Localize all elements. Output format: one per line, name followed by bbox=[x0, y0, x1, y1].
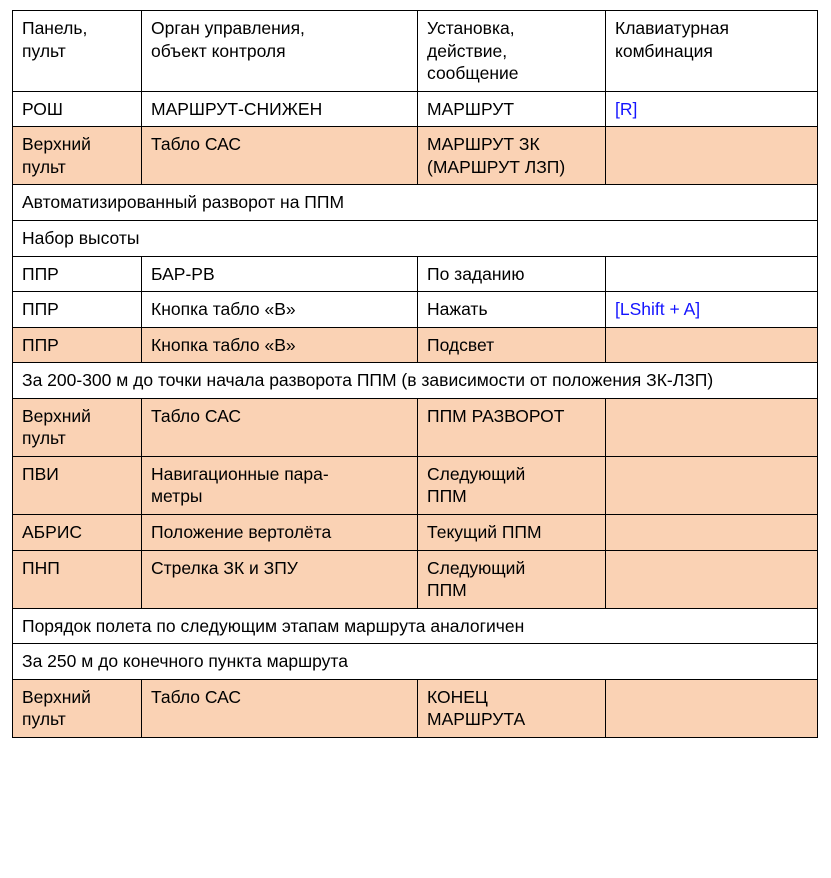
cell-keyboard bbox=[606, 398, 818, 456]
cell-action-line-2: (МАРШРУТ ЛЗП) bbox=[427, 156, 566, 177]
cell-panel: РОШ bbox=[13, 91, 142, 127]
cell-panel: АБРИС bbox=[13, 515, 142, 551]
cell-panel: ППР bbox=[13, 256, 142, 292]
cell-panel: ППР bbox=[13, 327, 142, 363]
cell-keyboard bbox=[606, 292, 818, 328]
table-row bbox=[13, 127, 818, 185]
cell-action-line-1: Нажать bbox=[427, 299, 488, 320]
section-note: Автоматизированный разворот на ППМ bbox=[13, 185, 818, 221]
cell-action-line-1: По заданию bbox=[427, 263, 525, 284]
table-section-row bbox=[13, 363, 818, 399]
table-row bbox=[13, 327, 818, 363]
procedure-table bbox=[12, 10, 818, 738]
cell-keyboard bbox=[606, 327, 818, 363]
cell-action-line-2: ППМ bbox=[427, 580, 467, 601]
cell-action-line-1: Следующий bbox=[427, 557, 526, 578]
cell-action bbox=[418, 550, 606, 608]
table-section-row bbox=[13, 220, 818, 256]
cell-control: МАРШРУТ-СНИЖЕН bbox=[142, 91, 418, 127]
cell-keyboard bbox=[606, 91, 818, 127]
cell-control: Стрелка ЗК и ЗПУ bbox=[142, 550, 418, 608]
cell-control: Положение вертолёта bbox=[142, 515, 418, 551]
cell-action-line-1: ППМ РАЗВОРОТ bbox=[427, 405, 565, 426]
table-section-row bbox=[13, 608, 818, 644]
cell-control: Кнопка табло «В» bbox=[142, 292, 418, 328]
column-header-control-line-1: Орган управления, bbox=[151, 18, 305, 38]
table-section-row bbox=[13, 644, 818, 680]
table-body bbox=[13, 91, 818, 737]
keybinding-label: [LShift + A] bbox=[615, 299, 701, 320]
column-header-control bbox=[142, 11, 418, 92]
column-header-panel bbox=[13, 11, 142, 92]
column-header-keyboard-line-2: комбинация bbox=[615, 40, 713, 61]
table-row bbox=[13, 91, 818, 127]
cell-action-line-1: МАРШРУТ ЗК bbox=[427, 134, 540, 155]
table-row bbox=[13, 456, 818, 514]
cell-control: БАР-РВ bbox=[142, 256, 418, 292]
cell-panel bbox=[13, 679, 142, 737]
column-header-action-line-3: сообщение bbox=[427, 63, 519, 84]
cell-panel: ПВИ bbox=[13, 456, 142, 514]
cell-panel-line-2: пульт bbox=[22, 428, 66, 449]
cell-control: Табло САС bbox=[142, 679, 418, 737]
cell-control-line-2: метры bbox=[151, 486, 203, 507]
cell-action bbox=[418, 679, 606, 737]
cell-panel-line-1: Верхний bbox=[22, 405, 91, 426]
table-row bbox=[13, 550, 818, 608]
cell-action bbox=[418, 515, 606, 551]
section-note: За 200-300 м до точки начала разворота ППМ (в зависимости от положения ЗК-ЛЗП) bbox=[13, 363, 818, 399]
cell-action bbox=[418, 292, 606, 328]
header-row bbox=[13, 11, 818, 92]
cell-panel-line-2: пульт bbox=[22, 156, 66, 177]
section-note: Порядок полета по следующим этапам маршрута аналогичен bbox=[13, 608, 818, 644]
cell-keyboard bbox=[606, 456, 818, 514]
cell-action-line-1: КОНЕЦ bbox=[427, 686, 488, 707]
cell-panel: ППР bbox=[13, 292, 142, 328]
table-section-row bbox=[13, 185, 818, 221]
cell-panel bbox=[13, 127, 142, 185]
cell-action bbox=[418, 91, 606, 127]
cell-action-line-1: Подсвет bbox=[427, 334, 495, 355]
cell-action-line-1: МАРШРУТ bbox=[427, 98, 515, 119]
table-row bbox=[13, 292, 818, 328]
column-header-action bbox=[418, 11, 606, 92]
cell-panel-line-1: Верхний bbox=[22, 134, 91, 155]
cell-keyboard bbox=[606, 550, 818, 608]
section-note: Набор высоты bbox=[13, 220, 818, 256]
cell-action-line-2: МАРШРУТА bbox=[427, 709, 526, 730]
column-header-action-line-2: действие, bbox=[427, 40, 508, 61]
table-row bbox=[13, 679, 818, 737]
cell-keyboard bbox=[606, 127, 818, 185]
cell-action bbox=[418, 127, 606, 185]
cell-action-line-2: ППМ bbox=[427, 486, 467, 507]
cell-keyboard bbox=[606, 515, 818, 551]
cell-panel-line-2: пульт bbox=[22, 709, 66, 730]
cell-action-line-1: Следующий bbox=[427, 463, 526, 484]
cell-panel-line-1: Верхний bbox=[22, 686, 91, 707]
column-header-panel-line-2: пульт bbox=[22, 40, 66, 61]
cell-action-line-1: Текущий ППМ bbox=[427, 522, 542, 542]
cell-control: Табло САС bbox=[142, 398, 418, 456]
cell-control-line-1: Навигационные пара- bbox=[151, 463, 329, 484]
cell-keyboard bbox=[606, 256, 818, 292]
cell-action bbox=[418, 398, 606, 456]
section-note: За 250 м до конечного пункта маршрута bbox=[13, 644, 818, 680]
cell-action bbox=[418, 327, 606, 363]
cell-panel bbox=[13, 398, 142, 456]
table-row bbox=[13, 398, 818, 456]
cell-control bbox=[142, 456, 418, 514]
cell-panel: ПНП bbox=[13, 550, 142, 608]
cell-control: Табло САС bbox=[142, 127, 418, 185]
column-header-panel-line-1: Панель, bbox=[22, 18, 88, 38]
table-row bbox=[13, 256, 818, 292]
table-row bbox=[13, 515, 818, 551]
column-header-action-line-1: Установка, bbox=[427, 18, 515, 38]
cell-action bbox=[418, 256, 606, 292]
table-header bbox=[13, 11, 818, 92]
cell-action bbox=[418, 456, 606, 514]
keybinding-label: [R] bbox=[615, 98, 638, 119]
column-header-keyboard bbox=[606, 11, 818, 92]
cell-keyboard bbox=[606, 679, 818, 737]
column-header-control-line-2: объект контроля bbox=[151, 40, 286, 61]
cell-control: Кнопка табло «В» bbox=[142, 327, 418, 363]
column-header-keyboard-line-1: Клавиатурная bbox=[615, 18, 729, 38]
